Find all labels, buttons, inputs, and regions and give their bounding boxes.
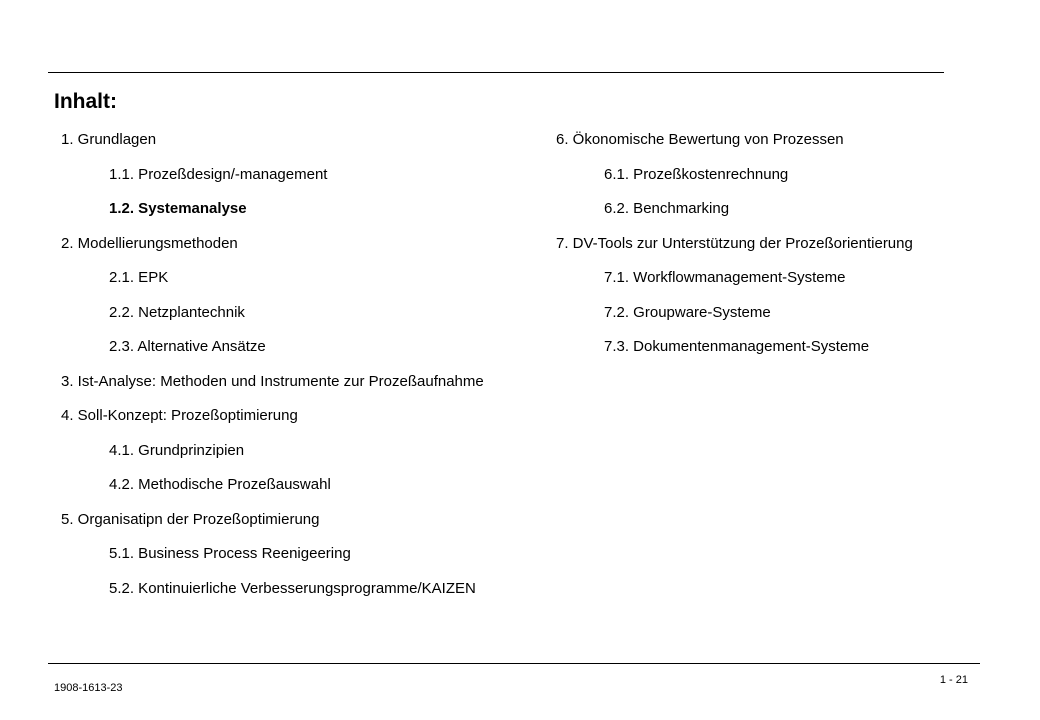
toc-subsection: 2.2. Netzplantechnik <box>109 303 245 321</box>
toc-left-column <box>61 123 484 606</box>
bottom-divider <box>48 663 980 664</box>
toc-section: 3. Ist-Analyse: Methoden und Instrumente zur Prozeßaufnahme <box>61 372 484 390</box>
toc-section: 7. DV-Tools zur Unterstützung der Prozeßorientierung <box>556 234 913 252</box>
toc-section: 5. Organisatipn der Prozeßoptimierung <box>61 510 320 528</box>
toc-subsection: 7.3. Dokumentenmanagement-Systeme <box>604 338 870 355</box>
page-title: Inhalt: <box>54 90 117 113</box>
top-divider <box>48 72 944 73</box>
toc-subsection: 6.2. Benchmarking <box>604 200 730 217</box>
toc-subsection: 2.1. EPK <box>109 269 169 286</box>
toc-subsection: 5.1. Business Process Reenigeering <box>109 545 351 562</box>
toc-section: 6. Ökonomische Bewertung von Prozessen <box>556 131 844 148</box>
toc-right-column <box>556 123 913 365</box>
toc-subsection: 4.2. Methodische Prozeßauswahl <box>109 476 331 493</box>
toc-subsection: 7.1. Workflowmanagement-Systeme <box>604 269 846 286</box>
toc-subsection: 1.2. Systemanalyse <box>109 200 247 217</box>
toc-subsection: 2.3. Alternative Ansätze <box>109 338 266 355</box>
toc-section: 1. Grundlagen <box>61 131 157 148</box>
toc-subsection: 1.1. Prozeßdesign/-management <box>109 165 328 183</box>
toc-section: 4. Soll-Konzept: Prozeßoptimierung <box>61 407 298 424</box>
toc-subsection: 5.2. Kontinuierliche Verbesserungsprogramme/KAIZEN <box>109 579 476 597</box>
page-number: 1 - 21 <box>939 674 968 686</box>
toc-subsection: 6.1. Prozeßkostenrechnung <box>604 165 789 183</box>
toc-subsection: 7.2. Groupware-Systeme <box>604 303 771 321</box>
toc-section: 2. Modellierungsmethoden <box>61 234 238 252</box>
document-code: 1908-1613-23 <box>54 682 123 694</box>
toc-subsection: 4.1. Grundprinzipien <box>109 441 245 459</box>
